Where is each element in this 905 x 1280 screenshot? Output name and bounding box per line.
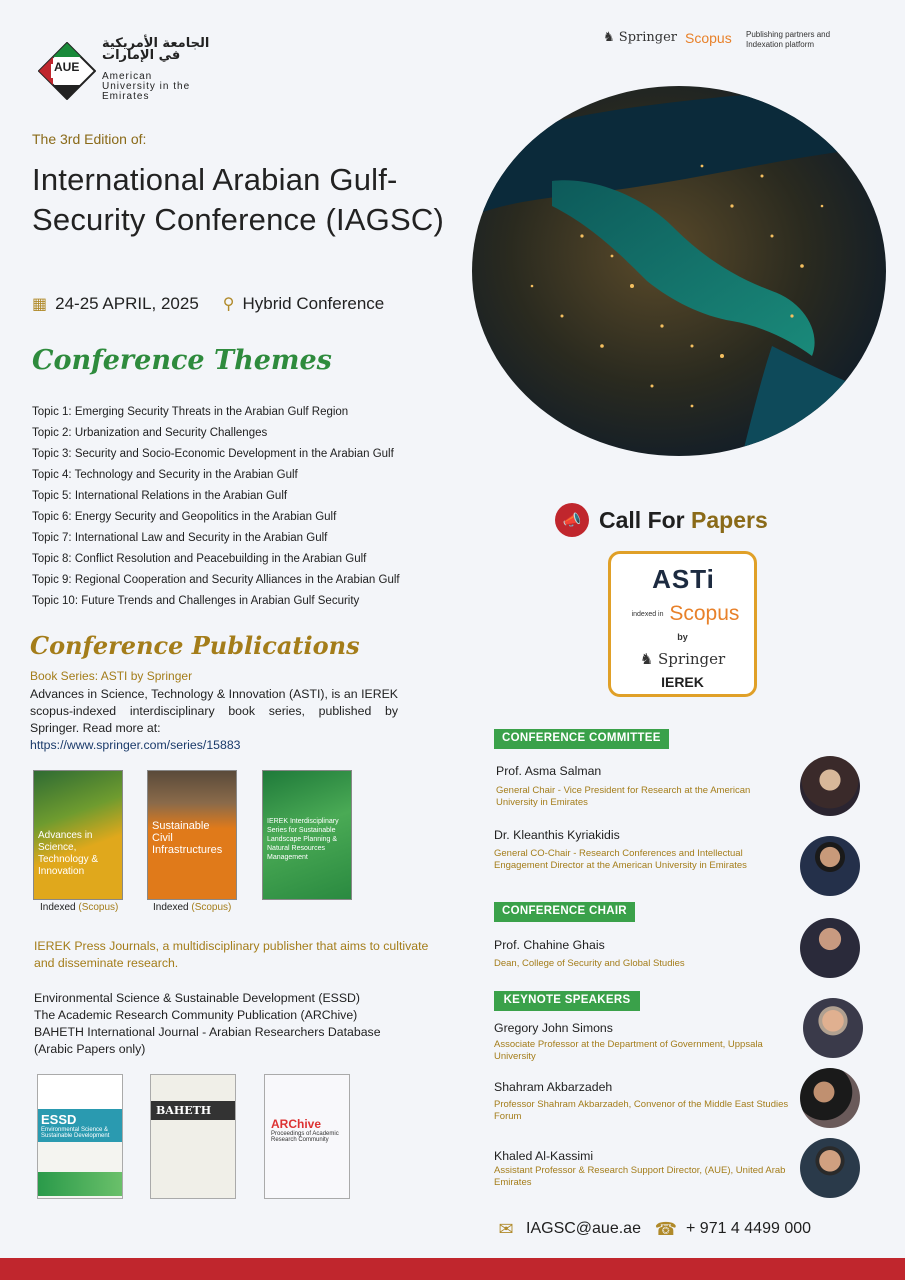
- journal-cover-baheth: [150, 1074, 236, 1199]
- aue-logo: [38, 38, 208, 104]
- footer-bar: [0, 1258, 905, 1280]
- journal-cover-essd: [37, 1074, 123, 1199]
- book-cover-ierek-series: [262, 770, 352, 900]
- asti-badge-by: by: [677, 632, 688, 642]
- topic-item: Topic 10: Future Trends and Challenges in Arabian Gulf Security: [32, 595, 360, 607]
- megaphone-icon: 📣: [555, 503, 589, 537]
- topic-item: Topic 3: Security and Socio-Economic Development in the Arabian Gulf: [32, 448, 394, 460]
- springer-series-link[interactable]: https://www.springer.com/series/15883: [30, 738, 241, 752]
- asti-badge-title: ASTi: [652, 564, 715, 594]
- journal-cover-subtitle: Proceedings of Academic Research Community: [271, 1131, 339, 1143]
- topic-item: Topic 2: Urbanization and Security Challenges: [32, 427, 268, 439]
- email-icon: ✉: [498, 1219, 514, 1239]
- journal-cover-title: ARChive: [271, 1117, 322, 1131]
- logo-arabic: الجامعة الأمريكية في الإمارات: [102, 36, 210, 63]
- chair-tag: CONFERENCE CHAIR: [494, 902, 635, 922]
- journal-item: The Academic Research Community Publication (ARChive): [34, 1008, 358, 1022]
- book-cover-title: IEREK Interdisciplinary Series for Sustainable Landscape Planning & Natural Resources Management: [267, 818, 339, 861]
- phone-icon: ☎: [654, 1219, 678, 1239]
- topic-item: Topic 1: Emerging Security Threats in the Arabian Gulf Region: [32, 406, 349, 418]
- journal-cover-archive: [264, 1074, 350, 1199]
- book-cover-title: Advances in Science, Technology & Innovation: [38, 830, 99, 877]
- person-name: Prof. Chahine Ghais: [494, 938, 605, 952]
- avatar: [800, 756, 860, 816]
- gulf-satellite-image: [472, 86, 886, 456]
- person-name: Shahram Akbarzadeh: [494, 1080, 613, 1094]
- committee-tag: CONFERENCE COMMITTEE: [494, 729, 669, 749]
- contact-phone[interactable]: [654, 1214, 811, 1244]
- asti-badge-scopus: indexed in Scopus: [631, 602, 740, 625]
- asti-badge-springer: ♞ Springer: [639, 650, 726, 668]
- conference-meta: [32, 293, 384, 315]
- avatar: [800, 1068, 860, 1128]
- avatar: [800, 918, 860, 978]
- conference-date: 24-25 APRIL, 2025: [55, 294, 199, 313]
- topic-item: Topic 7: International Law and Security in the Arabian Gulf: [32, 532, 328, 544]
- contact-email[interactable]: [494, 1214, 641, 1244]
- call-for-papers: [555, 502, 768, 538]
- call-for-papers-label: Call For Papers: [599, 506, 768, 533]
- person-name: Gregory John Simons: [494, 1021, 613, 1035]
- topics-list: [32, 402, 472, 612]
- journal-cover-title: BAHETH: [151, 1101, 235, 1120]
- person-role: Assistant Professor & Research Support Director, (AUE), United Arab Emirates: [494, 1165, 786, 1188]
- scopus-logo: Scopus: [685, 30, 732, 46]
- contact-phone-text: + 971 4 4499 000: [686, 1220, 812, 1237]
- book-cover-sci: [147, 770, 237, 900]
- person-role: General Chair - Vice President for Research at the American University in Emirates: [496, 785, 751, 808]
- asti-description: Advances in Science, Technology & Innovation (ASTI), is an IEREK scopus-indexed interdisciplinary book series, published by Springer. Read more at:: [30, 687, 398, 735]
- book-cover-caption: Indexed (Scopus): [40, 902, 119, 913]
- contact-email-text: IAGSC@aue.ae: [526, 1220, 641, 1237]
- avatar: [803, 998, 863, 1058]
- asti-badge-ierek: IEREK: [661, 674, 704, 690]
- person-name: Khaled Al-Kassimi: [494, 1149, 594, 1163]
- book-series-label: Book Series: ASTI by Springer: [30, 669, 193, 683]
- calendar-icon: ▦: [32, 296, 48, 313]
- avatar: [800, 836, 860, 896]
- publications-heading: Conference Publications: [30, 631, 360, 660]
- journal-item: Environmental Science & Sustainable Development (ESSD): [34, 991, 361, 1005]
- topic-item: Topic 5: International Relations in the Arabian Gulf: [32, 490, 288, 502]
- asti-badge: [608, 551, 757, 697]
- book-cover-title: Sustainable Civil Infrastructures: [152, 820, 223, 856]
- journals-list: [34, 990, 414, 1058]
- partners-strip: [603, 28, 863, 54]
- book-cover-caption: Indexed (Scopus): [153, 902, 232, 913]
- avatar: [800, 1138, 860, 1198]
- person-name: Prof. Asma Salman: [496, 764, 602, 778]
- book-cover-asti: [33, 770, 123, 900]
- journal-cover-title: ESSD: [41, 1112, 77, 1127]
- journal-cover-subtitle: Environmental Science & Sustainable Development: [41, 1127, 110, 1139]
- topic-item: Topic 9: Regional Cooperation and Security Alliances in the Arabian Gulf: [32, 574, 400, 586]
- conference-mode: Hybrid Conference: [242, 294, 385, 313]
- partners-note: Publishing partners and Indexation platform: [746, 30, 831, 49]
- ierek-press-line: IEREK Press Journals, a multidisciplinary publisher that aims to cultivate and disseminate research.: [34, 939, 429, 970]
- person-role: Dean, College of Security and Global Studies: [494, 958, 685, 969]
- person-role: Professor Shahram Akbarzadeh, Convenor of the Middle East Studies Forum: [494, 1099, 789, 1122]
- topic-item: Topic 4: Technology and Security in the Arabian Gulf: [32, 469, 298, 481]
- logo-english: American University in the Emirates: [102, 71, 191, 102]
- edition-label: The 3rd Edition of:: [32, 131, 147, 147]
- keynote-tag: KEYNOTE SPEAKERS: [494, 991, 640, 1011]
- logo-abbr: AUE: [54, 60, 80, 74]
- springer-logo: ♞ Springer: [603, 30, 677, 45]
- themes-heading: Conference Themes: [32, 345, 332, 376]
- person-name: Dr. Kleanthis Kyriakidis: [494, 828, 620, 842]
- person-role: General CO-Chair - Research Conferences and Intellectual Engagement Director at the American University in Emirates: [494, 848, 747, 871]
- person-role: Associate Professor at the Department of Government, Uppsala University: [494, 1039, 763, 1062]
- location-pin-icon: ⚲: [222, 296, 235, 313]
- conference-title: International Arabian Gulf-Security Conference (IAGSC): [32, 162, 444, 237]
- topic-item: Topic 8: Conflict Resolution and Peacebuilding in the Arabian Gulf: [32, 553, 367, 565]
- journal-item: BAHETH International Journal - Arabian Researchers Database (Arabic Papers only): [34, 1025, 381, 1056]
- topic-item: Topic 6: Energy Security and Geopolitics in the Arabian Gulf: [32, 511, 337, 523]
